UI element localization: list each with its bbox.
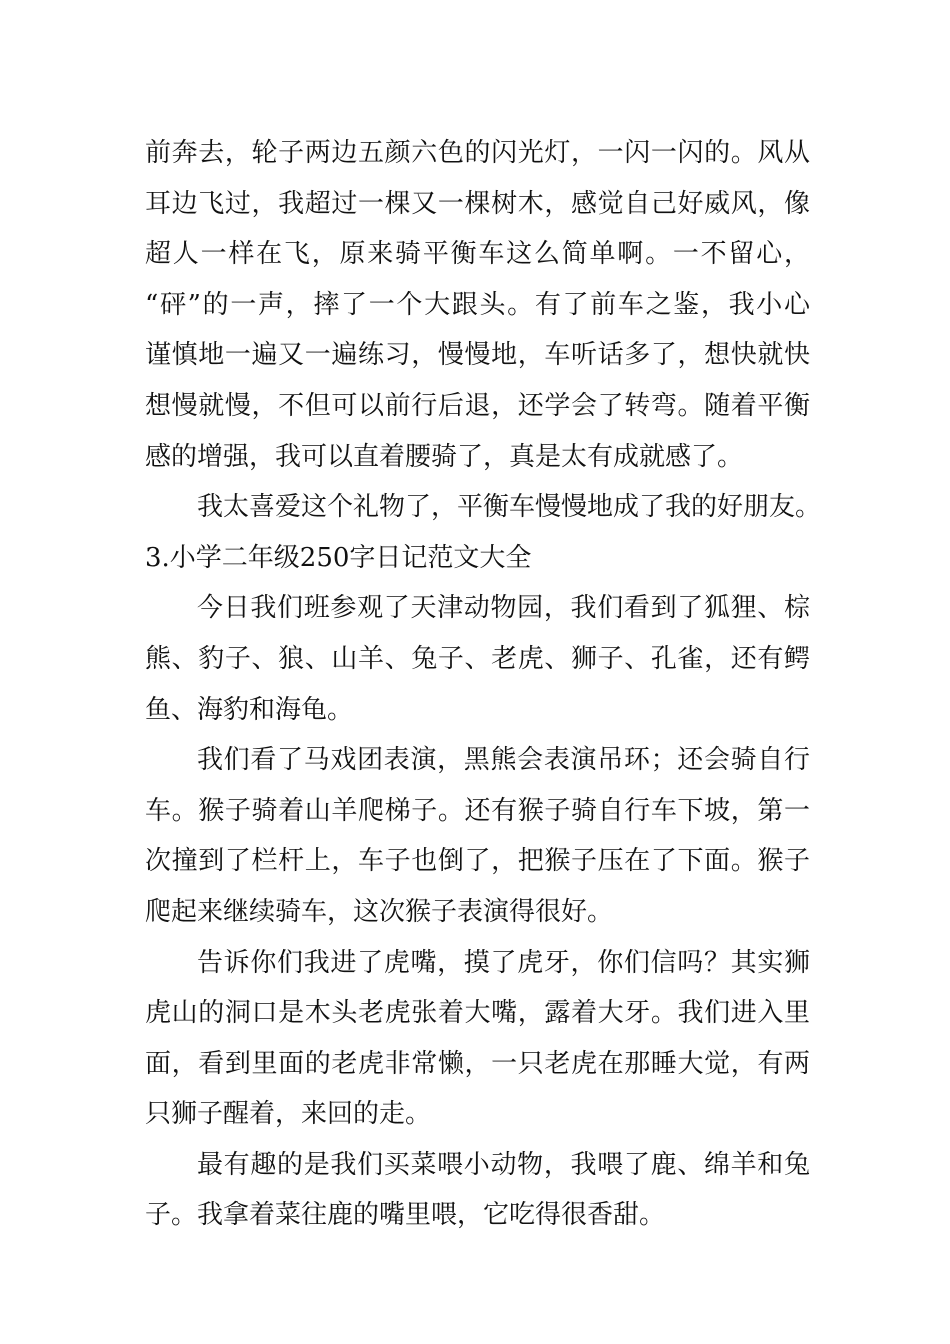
paragraph-first-line: 最有趣的是我们买菜喂小动物，我喂了鹿、绵羊和兔 [197,1149,810,1180]
paragraph-first-line: 今日我们班参观了天津动物园，我们看到了狐狸、棕 [197,593,810,624]
paragraph-first-line: 我们看了马戏团表演，黑熊会表演吊环；还会骑自行 [197,745,810,776]
text-line: 超人一样在飞，原来骑平衡车这么简单啊。一不留心， [145,239,810,270]
text-line: 鱼、海豹和海龟。 [145,694,354,725]
text-line: 面，看到里面的老虎非常懒，一只老虎在那睡大觉，有两 [145,1048,810,1079]
text-line: 只狮子醒着，来回的走。 [145,1099,432,1130]
text-line: 子。我拿着菜往鹿的嘴里喂，它吃得很香甜。 [145,1200,666,1231]
text-line: 爬起来继续骑车，这次猴子表演得很好。 [145,896,614,927]
paragraph-first-line: 我太喜爱这个礼物了，平衡车慢慢地成了我的好朋友。 [197,492,822,523]
text-line: 熊、豹子、狼、山羊、兔子、老虎、狮子、孔雀，还有鳄 [145,643,810,674]
paragraph-first-line: 告诉你们我进了虎嘴，摸了虎牙，你们信吗？其实狮 [197,947,810,978]
text-line: “砰”的一声，摔了一个大跟头。有了前车之鉴，我小心 [145,289,810,320]
section-heading: 3.小学二年级250字日记范文大全 [145,542,532,573]
text-line: 谨慎地一遍又一遍练习，慢慢地，车听话多了，想快就快 [145,340,810,371]
text-line: 感的增强，我可以直着腰骑了，真是太有成就感了。 [145,441,744,472]
text-line: 次撞到了栏杆上，车子也倒了，把猴子压在了下面。猴子 [145,846,810,877]
text-line: 想慢就慢，不但可以前行后退，还学会了转弯。随着平衡 [145,390,810,421]
text-line: 耳边飞过，我超过一棵又一棵树木，感觉自己好威风，像 [145,188,810,219]
text-line: 车。猴子骑着山羊爬梯子。还有猴子骑自行车下坡，第一 [145,795,810,826]
document-body [145,128,822,1241]
text-line: 前奔去，轮子两边五颜六色的闪光灯，一闪一闪的。风从 [145,138,810,168]
text-line: 虎山的洞口是木头老虎张着大嘴，露着大牙。我们进入里 [145,998,810,1029]
